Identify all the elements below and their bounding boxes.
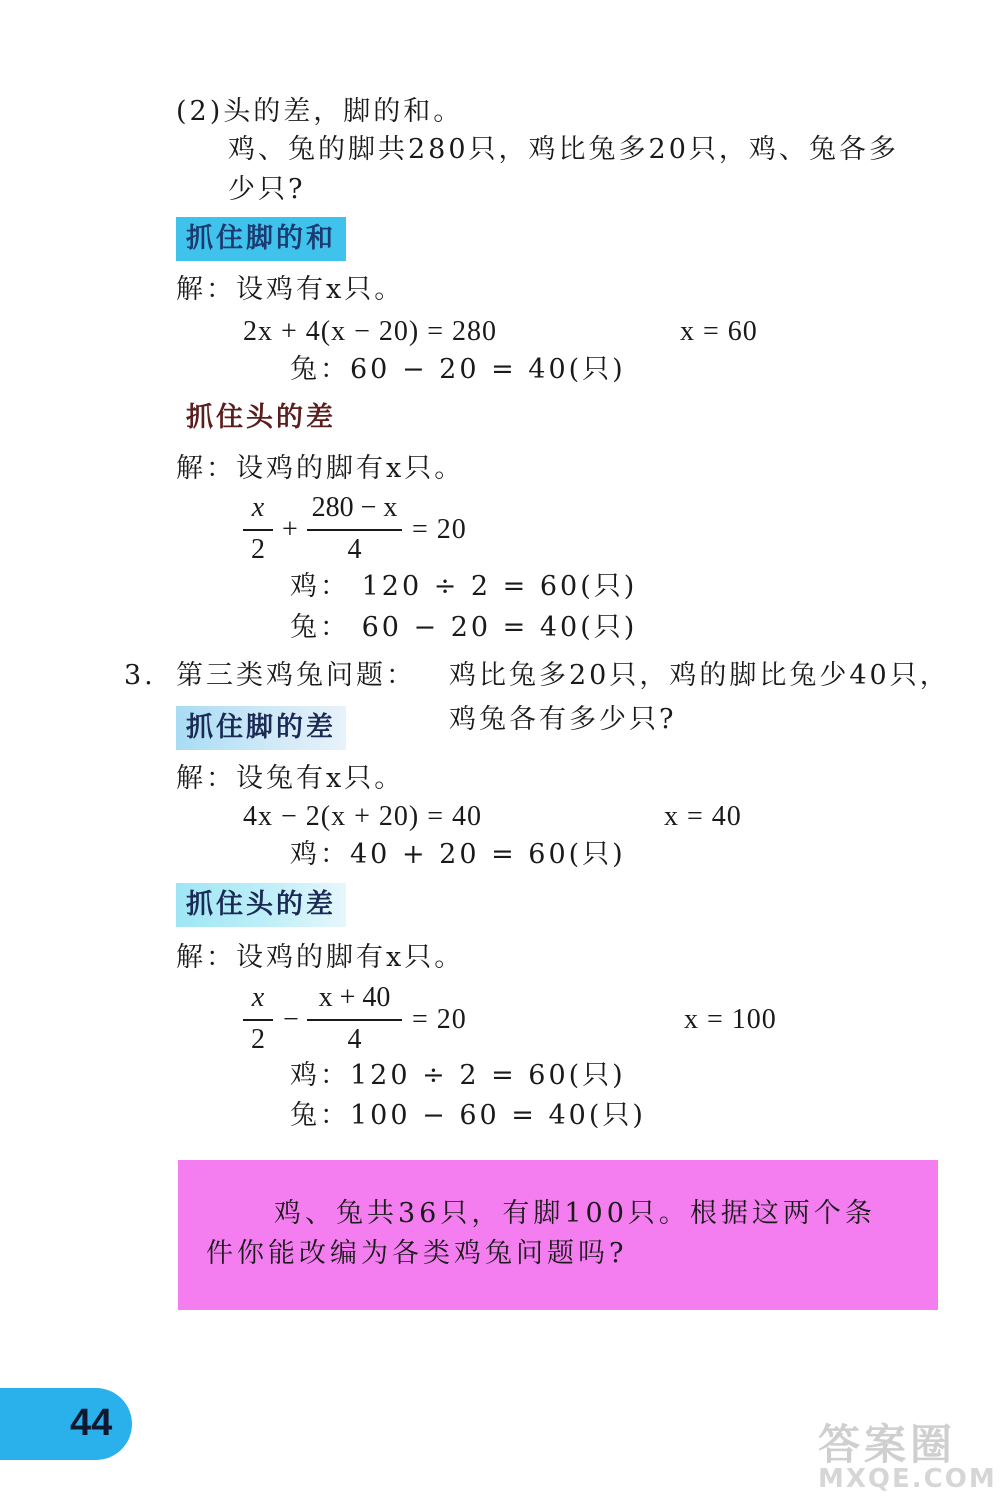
fraction-numerator: x	[251, 982, 265, 1013]
part3-title: 第三类鸡兔问题：	[176, 660, 416, 691]
fraction-numerator: x + 40	[318, 982, 391, 1013]
part3-number: 3.	[124, 660, 156, 691]
block-d-answer: x = 100	[684, 1004, 777, 1035]
exercise-line1: 鸡、兔共36只，有脚100只。根据这两个条	[274, 1198, 876, 1229]
block-b-fraction-1	[243, 494, 273, 564]
block-d-rhs: = 20	[412, 1004, 467, 1035]
fraction-bar	[307, 529, 402, 531]
fraction-numerator: x	[251, 492, 265, 523]
block-d-fraction-1	[243, 984, 273, 1054]
block-c-answer: x = 40	[664, 801, 742, 832]
part2-heading: (2)头的差，脚的和。	[176, 96, 464, 127]
exercise-line2: 件你能改编为各类鸡兔问题吗?	[206, 1238, 628, 1269]
block-a-setup: 解：设鸡有x只。	[176, 274, 405, 305]
watermark-text: 答案圈	[818, 1420, 957, 1469]
block-c-setup: 解：设兔有x只。	[176, 763, 405, 794]
fraction-denominator: 2	[251, 1024, 265, 1055]
block-b-rhs: = 20	[412, 514, 467, 545]
block-d-result2: 兔：100 − 60 = 40(只)	[290, 1100, 646, 1131]
fraction-denominator: 2	[251, 534, 265, 565]
fraction-denominator: 4	[347, 534, 362, 565]
fraction-bar	[243, 529, 273, 531]
fraction-denominator: 4	[347, 1024, 362, 1055]
block-b-result2: 兔： 60 − 20 = 40(只)	[290, 612, 638, 643]
block-a-equation: 2x + 4(x − 20) = 280	[243, 316, 498, 347]
part3-problem-line2: 鸡兔各有多少只?	[449, 704, 677, 735]
watermark-logo	[818, 1412, 997, 1496]
label-head-diff: 抓住头的差	[186, 402, 336, 433]
block-a-result: 兔：60 − 20 = 40(只)	[290, 354, 626, 385]
exercise-box	[178, 1160, 938, 1310]
part2-problem-line2: 少只?	[228, 174, 306, 205]
label-head-diff-2: 抓住头的差	[176, 883, 346, 927]
block-d-result1: 鸡：120 ÷ 2 = 60(只)	[290, 1060, 626, 1091]
watermark-url: MXQE.COM	[818, 1464, 997, 1494]
block-d-fraction-2	[307, 984, 402, 1054]
block-b-setup: 解：设鸡的脚有x只。	[176, 453, 465, 484]
label-foot-sum: 抓住脚的和	[176, 217, 346, 261]
fraction-numerator: 280 − x	[311, 492, 398, 523]
part3-problem-line1: 鸡比兔多20只，鸡的脚比兔少40只，	[449, 660, 950, 691]
part2-problem-line1: 鸡、兔的脚共280只，鸡比兔多20只，鸡、兔各多	[228, 134, 899, 165]
block-d-setup: 解：设鸡的脚有x只。	[176, 942, 465, 973]
page-number: 44	[70, 1402, 113, 1444]
block-c-equation: 4x − 2(x + 20) = 40	[243, 801, 483, 832]
block-a-answer: x = 60	[680, 316, 758, 347]
fraction-bar	[243, 1019, 273, 1021]
label-foot-diff: 抓住脚的差	[176, 706, 346, 750]
block-d-operator: −	[283, 1004, 300, 1035]
fraction-bar	[307, 1019, 402, 1021]
block-c-result: 鸡：40 + 20 = 60(只)	[290, 839, 626, 870]
block-b-operator: +	[282, 514, 299, 545]
block-b-fraction-2	[307, 494, 402, 564]
page-number-badge	[0, 1388, 132, 1460]
block-b-result1: 鸡： 120 ÷ 2 = 60(只)	[290, 571, 638, 602]
